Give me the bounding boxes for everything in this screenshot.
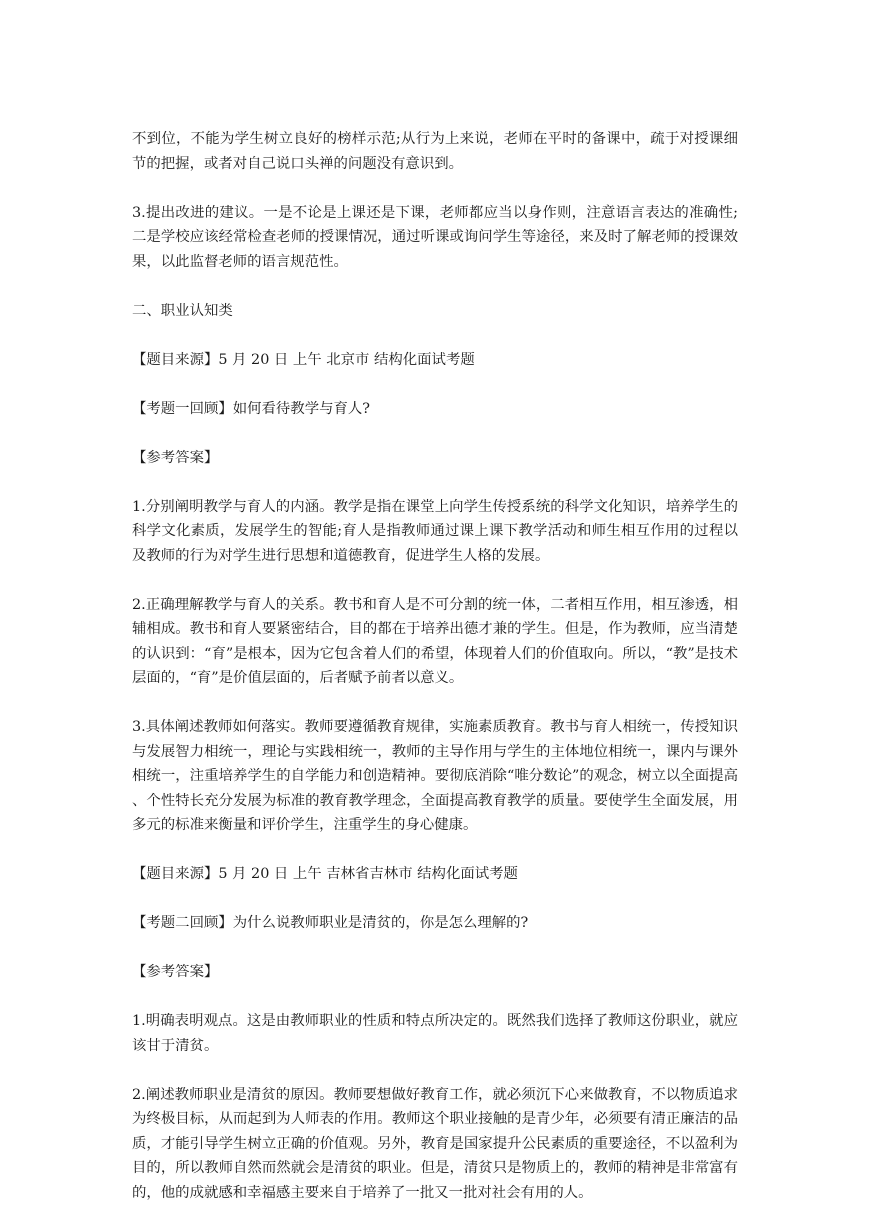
answer-1-point-2: 2.正确理解教学与育人的关系。教书和育人是不可分割的统一体，二者相互作用，相互渗透，相辅相成。教书和育人要紧密结合，目的都在于培养出德才兼的学生。但是，作为教师，应当清楚的认识到：“育”是根本，因为它包含着人们的希望，体现着人们的价值取向。所以，“教”是技术层面的，“育”是价值层面的，后者赋予前者以意义。 (132, 596, 738, 686)
paragraph-improvement-suggestions: 3.提出改进的建议。一是不论是上课还是下课，老师都应当以身作则，注意语言表达的准确性;二是学校应该经常检查老师的授课情况，通过听课或询问学生等途径，来及时了解老师的授课效果，以此监督老师的语言规范性。 (132, 204, 738, 270)
section-heading-career-cognition: 二、职业认知类 (132, 302, 233, 319)
question-1-recap: 【考题一回顾】如何看待教学与育人? (132, 400, 370, 417)
answer-1-point-1: 1.分别阐明教学与育人的内涵。教学是指在课堂上向学生传授系统的科学文化知识，培养学生的科学文化素质，发展学生的智能;育人是指教师通过课上课下教学活动和师生相互作用的过程以及教师的行为对学生进行思想和道德教育，促进学生人格的发展。 (132, 498, 738, 564)
answer-2-point-1: 1.明确表明观点。这是由教师职业的性质和特点所决定的。既然我们选择了教师这份职业，就应该甘于清贫。 (132, 1013, 738, 1054)
reference-answer-label-1: 【参考答案】 (132, 449, 219, 466)
answer-1-point-3: 3.具体阐述教师如何落实。教师要遵循教育规律，实施素质教育。教书与育人相统一，传授知识与发展智力相统一，理论与实践相统一，教师的主导作用与学生的主体地位相统一，课内与课外相统一，注重培养学生的自学能力和创造精神。要彻底消除“唯分数论”的观念，树立以全面提高、个性特长充分发展为标准的教育教学理念，全面提高教育教学的质量。要使学生全面发展，用多元的标准来衡量和评价学生，注重学生的身心健康。 (132, 719, 738, 833)
question-source-1: 【题目来源】5 月 20 日 上午 北京市 结构化面试考题 (132, 351, 475, 368)
answer-2-point-2: 2.阐述教师职业是清贫的原因。教师要想做好教育工作，就必须沉下心来做教育，不以物质追求为终极目标，从而起到为人师表的作用。教师这个职业接触的是青少年，必须要有清正廉洁的品质，才能引导学生树立正确的价值观。另外，教育是国家提升公民素质的重要途径，不以盈利为目的，所以教师自然而然就会是清贫的职业。但是，清贫只是物质上的，教师的精神是非常富有的，他的成就感和幸福感主要来自于培养了一批又一批对社会有用的人。 (132, 1086, 738, 1201)
question-2-recap: 【考题二回顾】为什么说教师职业是清贫的，你是怎么理解的? (132, 915, 529, 931)
reference-answer-label-2: 【参考答案】 (132, 964, 219, 980)
paragraph-continuation: 不到位，不能为学生树立良好的榜样示范;从行为上来说，老师在平时的备课中，疏于对授课细节的把握，或者对自己说口头禅的问题没有意识到。 (132, 131, 738, 172)
document-body (132, 127, 738, 1230)
question-source-2: 【题目来源】5 月 20 日 上午 吉林省吉林市 结构化面试考题 (132, 866, 518, 882)
